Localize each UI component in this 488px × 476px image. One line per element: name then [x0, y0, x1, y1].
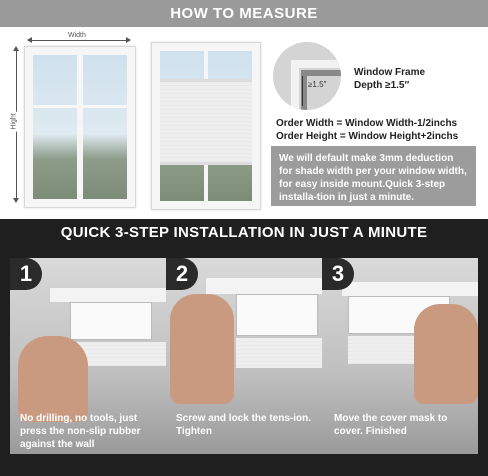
window-left-pane-right — [83, 55, 127, 199]
window-left-sash-bar — [33, 105, 127, 108]
step-1-number: 1 — [10, 258, 42, 290]
height-arrow-top-icon — [13, 46, 19, 51]
step-2-number: 2 — [166, 258, 198, 290]
step-1-caption: No drilling, no tools, just press the non-slip rubber against the wall — [20, 413, 141, 450]
window-left-pane-left — [33, 55, 77, 199]
step-3-frame — [342, 282, 478, 296]
step-2-caption: Screw and lock the tens-ion. Tighten — [176, 413, 312, 437]
how-to-measure-banner — [0, 0, 488, 27]
frame-depth-requirement: Depth ≥1.5″ — [354, 80, 410, 91]
window-shade — [151, 42, 261, 210]
frame-corner-inner — [301, 70, 341, 110]
order-width-formula: Order Width = Window Width-1/2inchs — [276, 118, 458, 129]
pleated-shade — [160, 82, 252, 162]
width-label: Width — [68, 32, 86, 39]
step-2-frame — [206, 278, 322, 294]
window-shade-rail-bottom — [160, 162, 252, 165]
deduction-note — [271, 146, 476, 206]
width-arrow-right-icon — [126, 37, 131, 43]
width-arrow-left-icon — [27, 37, 32, 43]
depth-arrow-line — [302, 76, 303, 106]
frame-depth-title: Window Frame — [354, 67, 426, 78]
frame-depth-value: ≥1.5″ — [308, 80, 327, 89]
height-arrow-bottom-icon — [13, 198, 19, 203]
order-height-formula: Order Height = Window Height+2inchs — [276, 131, 459, 142]
step-3-caption: Move the cover mask to cover. Finished — [334, 413, 448, 437]
installation-title: QUICK 3-STEP INSTALLATION IN JUST A MINUTE — [60, 224, 428, 241]
step-2-hand — [170, 294, 234, 404]
step-3-number: 3 — [322, 258, 354, 290]
step-3-hand — [414, 304, 478, 404]
step-1-bracket — [70, 302, 152, 340]
step-1-frame — [50, 288, 166, 302]
banner-title: HOW TO MEASURE — [170, 5, 318, 22]
height-label: Hight — [10, 113, 18, 130]
step-2-shade — [236, 338, 322, 368]
step-2-bracket — [236, 294, 318, 336]
frame-depth-detail — [273, 42, 341, 110]
window-left — [24, 46, 136, 208]
deduction-note-text: We will default make 3mm deduction for shade width per your window width, for easy inside mount.Quick 3-step installa-tion in just a minute. — [279, 153, 467, 203]
step-1-hand — [18, 336, 88, 422]
width-dimension-line — [28, 40, 130, 41]
